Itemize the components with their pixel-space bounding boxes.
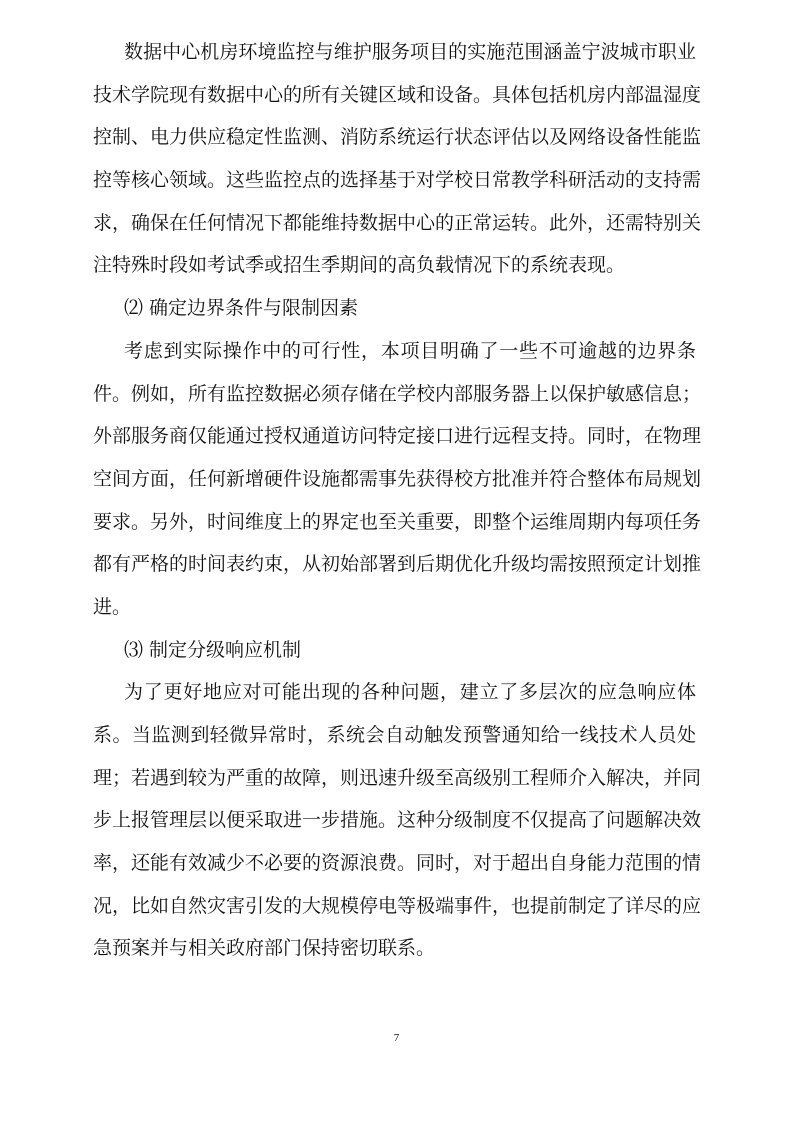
paragraph-line: 都有严格的时间表约束，从初始部署到后期优化升级均需按照预定计划推 xyxy=(93,553,702,576)
paragraph-line: 率，还能有效减少不必要的资源浪费。同时，对于超出自身能力范围的情 xyxy=(93,852,702,875)
paragraph-line: 要求。另外，时间维度上的界定也至关重要，即整个运维周期内每项任务 xyxy=(93,510,702,533)
paragraph-line: 技术学院现有数据中心的所有关键区域和设备。具体包括机房内部温湿度 xyxy=(93,83,702,106)
paragraph-line: 外部服务商仅能通过授权通道访问特定接口进行远程支持。同时，在物理 xyxy=(93,425,702,448)
section-heading: ⑵ 确定边界条件与限制因素 xyxy=(124,297,359,320)
paragraph-line: 控制、电力供应稳定性监测、消防系统运行状态评估以及网络设备性能监 xyxy=(93,126,702,149)
paragraph-line: 考虑到实际操作中的可行性，本项目明确了一些不可逾越的边界条 xyxy=(124,339,696,362)
paragraph-line: 求，确保在任何情况下都能维持数据中心的正常运转。此外，还需特别关 xyxy=(93,211,702,234)
paragraph-line: 况，比如自然灾害引发的大规模停电等极端事件，也提前制定了详尽的应 xyxy=(93,894,702,917)
section-heading: ⑶ 制定分级响应机制 xyxy=(124,638,302,661)
paragraph-line: 注特殊时段如考试季或招生季期间的高负载情况下的系统表现。 xyxy=(93,254,626,277)
paragraph-line: 进。 xyxy=(93,595,132,618)
paragraph-line: 数据中心机房环境监控与维护服务项目的实施范围涵盖宁波城市职业 xyxy=(124,41,696,63)
paragraph xyxy=(93,671,702,970)
document-body xyxy=(93,31,702,970)
paragraph-line: 控等核心领域。这些监控点的选择基于对学校日常教学科研活动的支持需 xyxy=(93,169,702,192)
paragraph-line: 系。当监测到轻微异常时，系统会自动触发预警通知给一线技术人员处 xyxy=(93,724,696,746)
paragraph xyxy=(93,330,702,629)
paragraph-line: 步上报管理层以便采取进一步措施。这种分级制度不仅提高了问题解决效 xyxy=(93,809,702,832)
paragraph-line: 空间方面，任何新增硬件设施都需事先获得校方批准并符合整体布局规划 xyxy=(93,467,702,490)
paragraph-line: 理；若遇到较为严重的故障，则迅速升级至高级别工程师介入解决，并同 xyxy=(93,766,702,789)
paragraph xyxy=(93,31,702,287)
paragraph-line: 急预案并与相关政府部门保持密切联系。 xyxy=(93,937,436,960)
page-number: 7 xyxy=(393,1032,400,1044)
paragraph-line: 件。例如，所有监控数据必须存储在学校内部服务器上以保护敏感信息； xyxy=(93,382,702,405)
paragraph-line: 为了更好地应对可能出现的各种问题，建立了多层次的应急响应体 xyxy=(124,681,696,704)
